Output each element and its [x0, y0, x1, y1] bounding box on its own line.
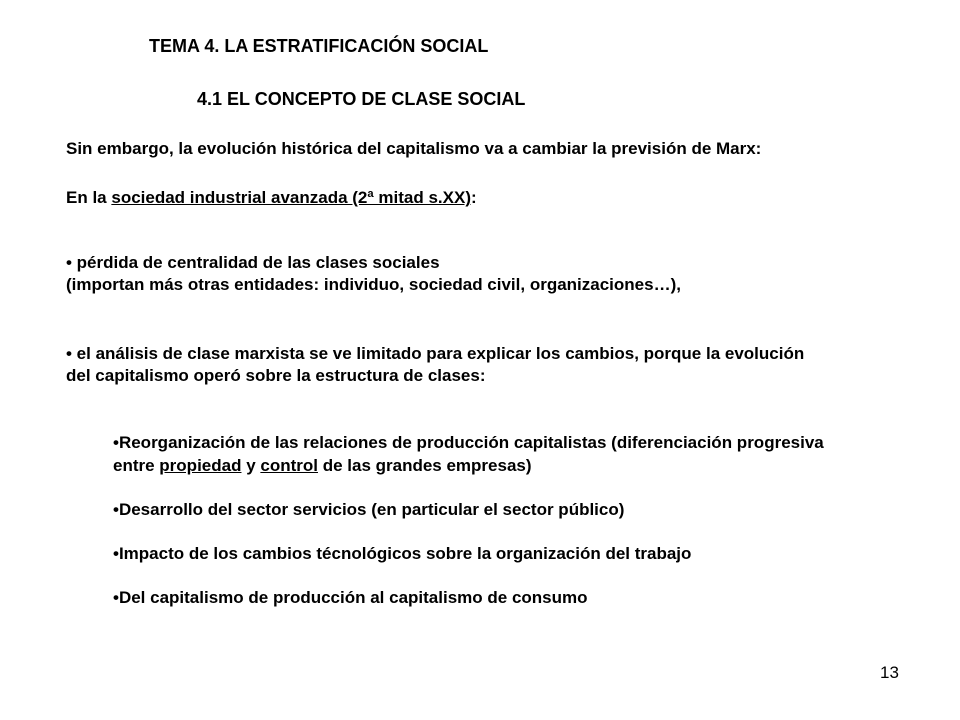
intro-line-2-prefix: En la	[66, 188, 112, 207]
slide-subtitle: 4.1 EL CONCEPTO DE CLASE SOCIAL	[197, 89, 526, 109]
underlined-propiedad: propiedad	[159, 456, 242, 475]
bullet-1-line-2: (importan más otras entidades: individuo, sociedad civil, organizaciones…),	[66, 275, 681, 294]
underlined-control: control	[260, 456, 318, 475]
page-number: 13	[880, 663, 899, 682]
sub-bullet-1-line-1: •Reorganización de las relaciones de producción capitalistas (diferenciación progresiva	[113, 433, 824, 452]
sub-bullet-2: •Desarrollo del sector servicios (en particular el sector público)	[113, 500, 625, 519]
intro-line-2	[66, 187, 477, 208]
sub-bullet-1-line-2	[113, 455, 532, 476]
sub-bullet-3: •Impacto de los cambios técnológicos sobre la organización del trabajo	[113, 544, 692, 563]
intro-line-2-suffix: :	[470, 188, 477, 207]
sub-bullet-4: •Del capitalismo de producción al capitalismo de consumo	[113, 588, 588, 607]
intro-underlined-phrase: sociedad industrial avanzada (2ª mitad s.XX)	[111, 188, 471, 207]
sub-bullet-1-text-c: de las grandes empresas)	[317, 456, 532, 475]
bullet-2-line-2: del capitalismo operó sobre la estructura de clases:	[66, 366, 486, 385]
slide-title: TEMA 4. LA ESTRATIFICACIÓN SOCIAL	[149, 36, 489, 56]
sub-bullet-1-text-b: y	[241, 456, 261, 475]
bullet-1-line-1: • pérdida de centralidad de las clases sociales	[66, 253, 440, 272]
bullet-2-line-1: • el análisis de clase marxista se ve limitado para explicar los cambios, porque la evolución	[66, 344, 805, 363]
sub-bullet-1-text-a: entre	[113, 456, 160, 475]
intro-line-1: Sin embargo, la evolución histórica del capitalismo va a cambiar la previsión de Marx:	[66, 139, 762, 158]
